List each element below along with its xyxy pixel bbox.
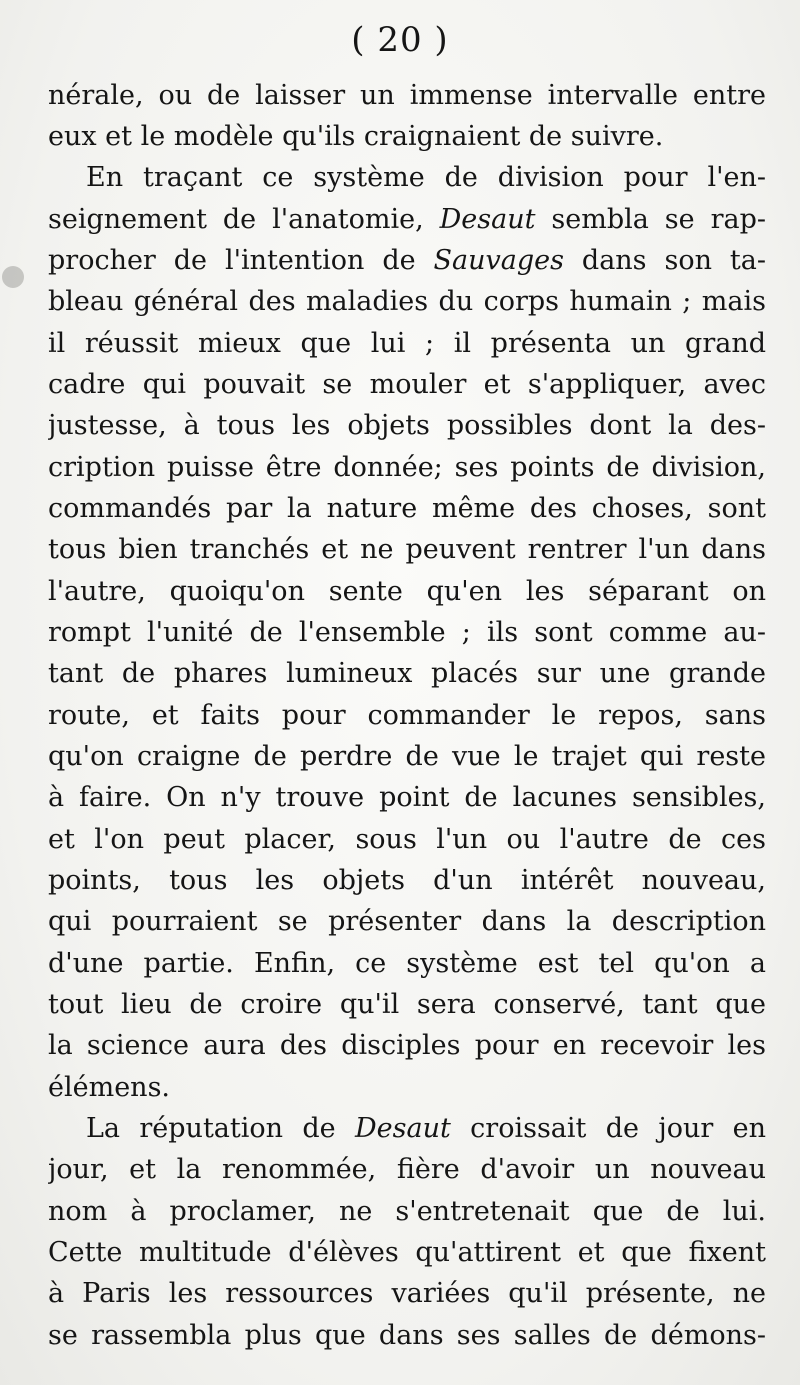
text-line: procher de l'intention de Sauvages dans son ta-: [48, 245, 766, 276]
text-line: nom à proclamer, ne s'entretenait que de lui.: [48, 1196, 766, 1227]
text-line: nérale, ou de laisser un immense intervalle entre: [48, 80, 766, 111]
text-line: seignement de l'anatomie, Desaut sembla se rap-: [48, 204, 766, 235]
text-line: tout lieu de croire qu'il sera conservé, tant que: [48, 989, 766, 1020]
text-line: la science aura des disciples pour en recevoir les: [48, 1030, 766, 1061]
margin-stain: [2, 266, 24, 288]
text-line: élémens.: [48, 1072, 171, 1103]
text-line: Cette multitude d'élèves qu'attirent et que fixent: [48, 1237, 766, 1268]
text-line: qu'on craigne de perdre de vue le trajet qui reste: [48, 741, 766, 772]
text-line: rompt l'unité de l'ensemble ; ils sont comme au-: [48, 617, 766, 648]
text-line: cription puisse être donnée; ses points de division,: [48, 452, 766, 483]
text-line: qui pourraient se présenter dans la description: [48, 906, 766, 937]
text-line: et l'on peut placer, sous l'un ou l'autre de ces: [48, 824, 766, 855]
paragraph-start-line: La réputation de Desaut croissait de jour en: [86, 1113, 766, 1144]
text-line: jour, et la renommée, fière d'avoir un nouveau: [48, 1154, 766, 1185]
text-line: tant de phares lumineux placés sur une grande: [48, 658, 766, 689]
text-line: l'autre, quoiqu'on sente qu'en les séparant on: [48, 576, 766, 607]
paragraph-start-line: En traçant ce système de division pour l'en-: [86, 162, 766, 193]
text-line: commandés par la nature même des choses, sont: [48, 493, 766, 524]
text-line: route, et faits pour commander le repos, sans: [48, 700, 766, 731]
text-line: à Paris les ressources variées qu'il présente, ne: [48, 1278, 766, 1309]
text-line: points, tous les objets d'un intérêt nouveau,: [48, 865, 766, 896]
text-line: cadre qui pouvait se mouler et s'appliquer, avec: [48, 369, 766, 400]
text-line: justesse, à tous les objets possibles dont la des-: [48, 410, 766, 441]
text-line: tous bien tranchés et ne peuvent rentrer l'un dans: [48, 534, 766, 565]
text-line: eux et le modèle qu'ils craignaient de suivre.: [48, 121, 664, 152]
text-line: à faire. On n'y trouve point de lacunes sensibles,: [48, 782, 766, 813]
text-line: bleau général des maladies du corps humain ; mais: [48, 286, 766, 317]
text-line: d'une partie. Enfin, ce système est tel qu'on a: [48, 948, 766, 979]
page-number: ( 20 ): [351, 20, 449, 60]
text-line: il réussit mieux que lui ; il présenta un grand: [48, 328, 766, 359]
text-line: se rassembla plus que dans ses salles de démons-: [48, 1320, 766, 1351]
